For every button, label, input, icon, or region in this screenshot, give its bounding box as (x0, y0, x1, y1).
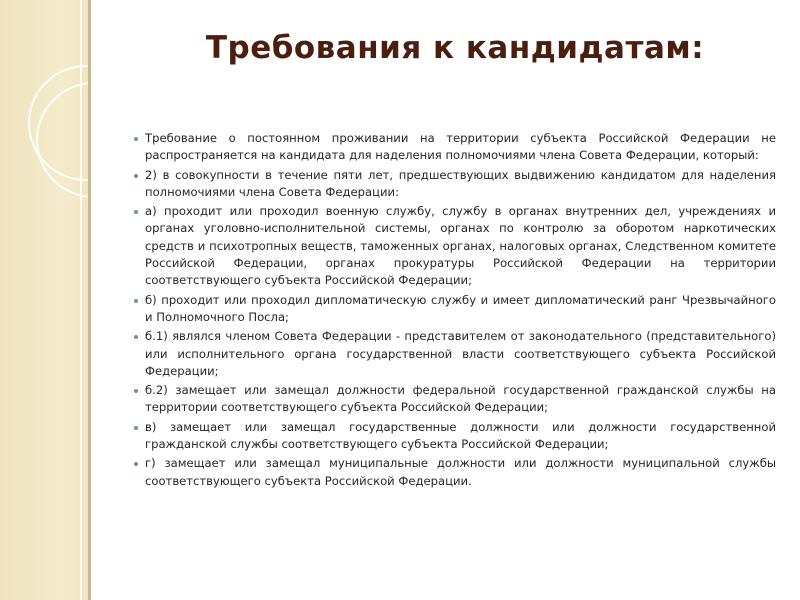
list-item-text: а) проходит или проходил военную службу, службу в органах внутренних дел, учреждениях и органах уголовно-исполнительной системы, органах по контролю за оборотом наркотических средств и психотропных веществ, таможенных органах, налоговых органах, Следственном комитете Российской Федерации, органах прокуратуры Российской Федерации на территории соответствующего субъекта Российской Федерации; (145, 204, 776, 288)
list-item (131, 382, 776, 417)
bullet-icon (134, 299, 138, 303)
list-item (131, 203, 776, 289)
list-item-text: б.2) замещает или замещал должности федеральной государственной гражданской службы на территории соответствующего субъекта Российской Федерации; (145, 383, 776, 415)
bullet-icon (134, 137, 138, 141)
bullet-icon (134, 389, 138, 393)
panel-border (88, 0, 91, 600)
slide-title: Требования к кандидатам: (205, 30, 705, 66)
bullet-icon (134, 462, 138, 466)
list-item-text: Требование о постоянном проживании на территории субъекта Российской Федерации не распространяется на кандидата для наделения полномочиями члена Совета Федерации, который: (145, 131, 776, 163)
list-item (131, 130, 776, 165)
list-item-text: г) замещает или замещал муниципальные должности или должности муниципальной службы соответствующего субъекта Российской Федерации. (145, 456, 776, 488)
list-item (131, 167, 776, 202)
list-item (131, 455, 776, 490)
bullet-icon (134, 210, 138, 214)
list-item (131, 292, 776, 327)
list-item-text: б.1) являлся членом Совета Федерации - представителем от законодательного (представительного) или исполнительного органа государственной власти соответствующего субъекта Российской Федерации; (145, 329, 776, 378)
decorative-side-panel (0, 0, 88, 600)
bullet-icon (134, 426, 138, 430)
list-item-text: б) проходит или проходил дипломатическую службу и имеет дипломатический ранг Чрезвычайного и Полномочного Посла; (145, 292, 776, 324)
list-item (131, 328, 776, 380)
list-item-text: 2) в совокупности в течение пяти лет, предшествующих выдвижению кандидатом для наделения полномочиями члена Совета Федерации: (145, 167, 776, 199)
requirements-list (131, 130, 776, 492)
list-item (131, 419, 776, 454)
list-item-text: в) замещает или замещал государственные должности или должности государственной гражданской службы соответствующего субъекта Российской Федерации; (145, 419, 776, 452)
bullet-icon (134, 174, 138, 178)
bullet-icon (134, 335, 138, 339)
